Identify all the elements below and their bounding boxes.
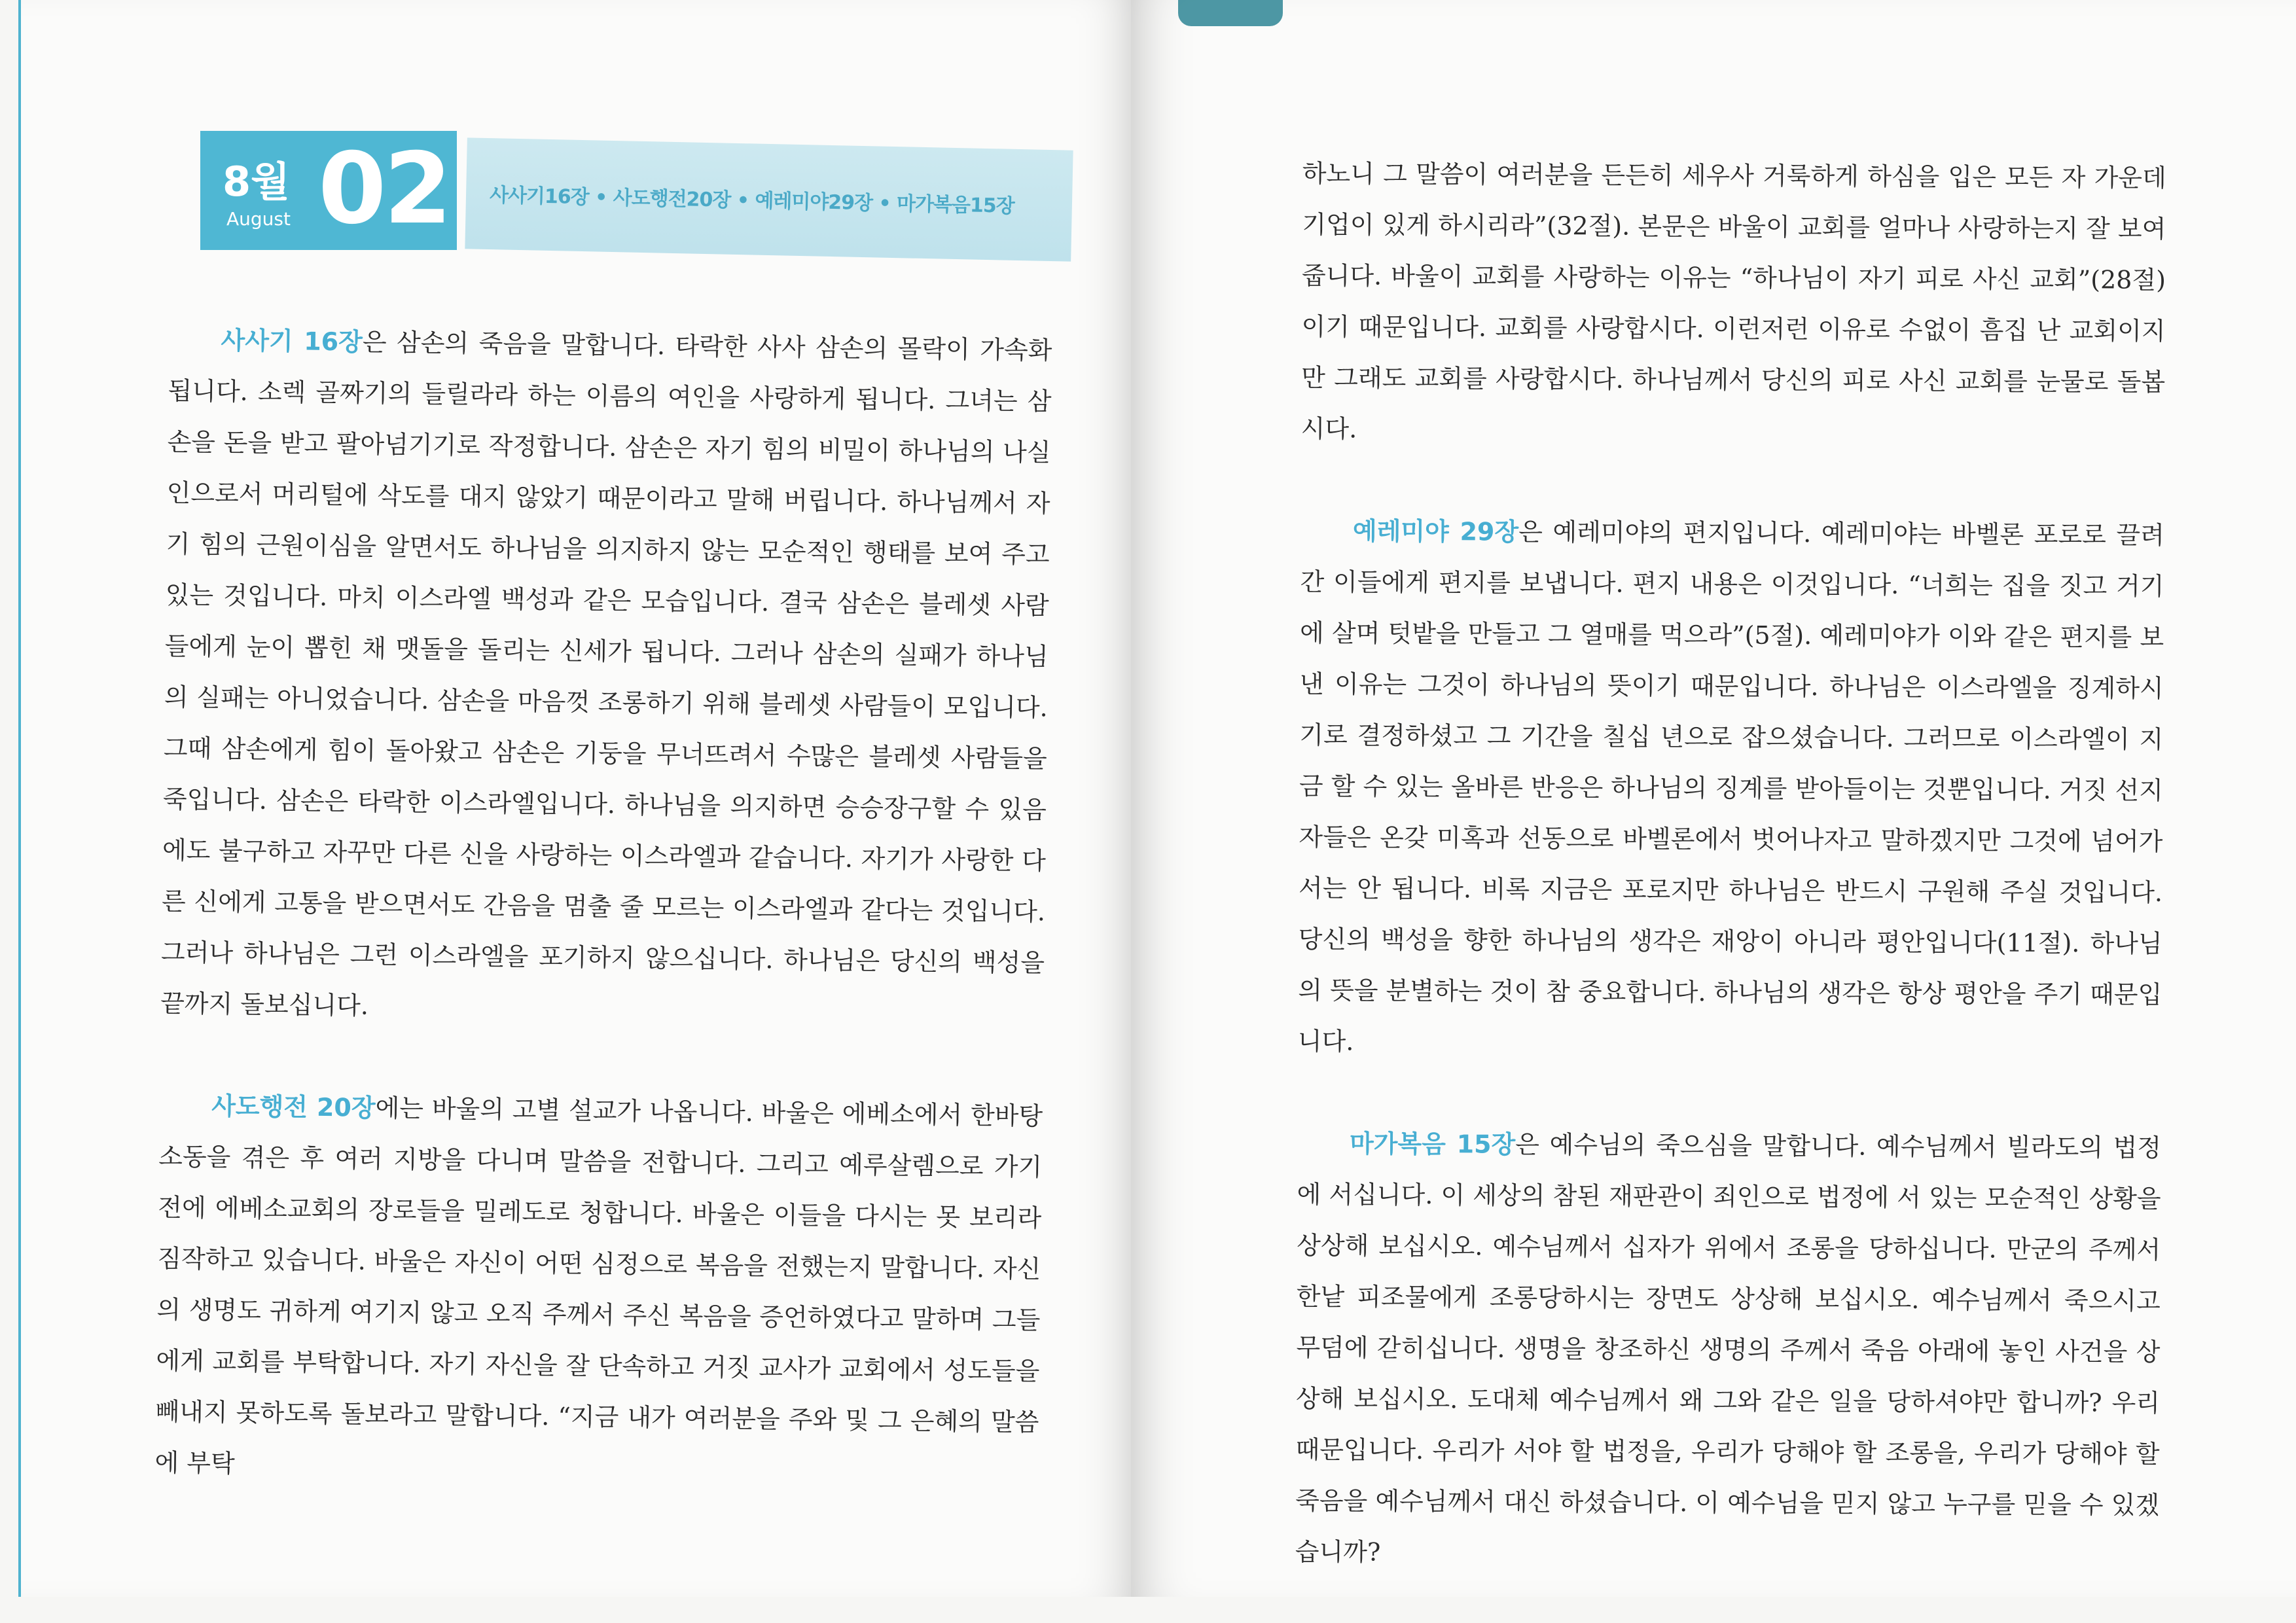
date-block xyxy=(200,131,457,250)
paragraph-judges xyxy=(160,314,1052,1039)
readings-banner xyxy=(465,137,1073,261)
chapter-label: 마가복음 15장 xyxy=(1349,1129,1516,1159)
readings-text: 사사기16장 • 사도행전20장 • 예레미야29장 • 마가복음15장 xyxy=(489,184,1015,218)
month-english: August xyxy=(226,208,291,230)
paragraph-acts-continued: 하노니 그 말씀이 여러분을 든든히 세우사 거룩하게 하심을 입은 모든 자 가운데 기업이 있게 하시리라”(32절). 본문은 바울이 교회를 얼마나 사랑하는지 잘 보여 줍니다. 바울이 교회를 사랑하는 이유는 “하나님이 자기 피로 사신 교회”(28절)이기 때문입니다. 교회를 사랑합시다. 이런저런 이유로 수없이 흠집 난 교회이지만 그래도 교회를 사랑합시다. 하나님께서 당신의 피로 사신 교회를 눈물로 돌봅시다. xyxy=(1300,158,2166,444)
paragraph-acts xyxy=(154,1080,1043,1499)
paragraph-text: 에는 바울의 고별 설교가 나옵니다. 바울은 에베소에서 한바탕 소동을 겪은 후 여러 지방을 다니며 말씀을 전합니다. 그리고 예루살렘으로 가기 전에 에베소교회의 장로들을 밀레도로 청합니다. 바울은 이들을 다시는 못 보리라 짐작하고 있습니다. 바울은 자신이 어떤 심정으로 복음을 전했는지 말합니다. 자신의 생명도 귀하게 여기지 않고 오직 주께서 주신 복음을 증언하였다고 말하며 그들에게 교회를 부탁합니다. 자기 자신을 잘 단속하고 거짓 교사가 교회에서 성도들을 빼내지 못하도록 돌보라고 말합니다. “지금 내가 여러분을 주와 및 그 은혜의 말씀에 부탁 xyxy=(154,1093,1043,1478)
month-label: 8월 xyxy=(223,158,291,205)
right-column xyxy=(1295,148,2166,1582)
paragraph-text: 은 예레미야의 편지입니다. 예레미야는 바벨론 포로로 끌려간 이들에게 편지를 보냅니다. 편지 내용은 이것입니다. “너희는 집을 짓고 거기에 살며 텃밭을 만들고 그 열매를 먹으라”(5절). 예레미야가 이와 같은 편지를 보낸 이유는 그것이 하나님의 뜻이기 때문입니다. 하나님은 이스라엘을 징계하시기로 결정하셨고 그 기간을 칠십 년으로 잡으셨습니다. 그러므로 이스라엘이 지금 할 수 있는 올바른 반응은 하나님의 징계를 받아들이는 것뿐입니다. 거짓 선지자들은 온갖 미혹과 선동으로 바벨론에서 벗어나자고 말하겠지만 그것에 넘어가서는 안 됩니다. 비록 지금은 포로지만 하나님은 반드시 구원해 주실 것입니다. 당신의 백성을 향한 하나님의 생각은 재앙이 아니라 평안입니다(11절). 하나님의 뜻을 분별하는 것이 참 중요합니다. 하나님의 생각은 항상 평안을 주기 때문입니다. xyxy=(1297,517,2165,1056)
paragraph-mark xyxy=(1295,1118,2162,1582)
left-column xyxy=(154,314,1052,1499)
paragraph-text: 은 삼손의 죽음을 말합니다. 타락한 사사 삼손의 몰락이 가속화됩니다. 소렉 골짜기의 들릴라라 하는 이름의 여인을 사랑하게 됩니다. 그녀는 삼손을 돈을 받고 팔아넘기기로 작정합니다. 삼손은 자기 힘의 비밀이 하나님의 나실인으로서 머리털에 삭도를 대지 않았기 때문이라고 말해 버립니다. 하나님께서 자기 힘의 근원이심을 알면서도 하나님을 의지하지 않는 모순적인 행태를 보여 주고 있는 것입니다. 마치 이스라엘 백성과 같은 모습입니다. 결국 삼손은 블레셋 사람들에게 눈이 뽑힌 채 맷돌을 돌리는 신세가 됩니다. 그러나 삼손의 실패가 하나님의 실패는 아니었습니다. 삼손을 마음껏 조롱하기 위해 블레셋 사람들이 모입니다. 그때 삼손에게 힘이 돌아왔고 삼손은 기둥을 무너뜨려서 수많은 블레셋 사람들을 죽입니다. 삼손은 타락한 이스라엘입니다. 하나님을 의지하면 승승장구할 수 있음에도 불구하고 자꾸만 다른 신을 사랑하는 이스라엘과 같습니다. 자기가 사랑한 다른 신에게 고통을 받으면서도 간음을 멈출 줄 모르는 이스라엘과 같다는 것입니다. 그러나 하나님은 그런 이스라엘을 포기하지 않으십니다. 하나님은 당신의 백성을 끝까지 돌보십니다. xyxy=(160,327,1052,1020)
chapter-label: 예레미야 29장 xyxy=(1352,516,1519,546)
ribbon-marker xyxy=(1178,0,1283,26)
paragraph-text: 은 예수님의 죽으심을 말합니다. 예수님께서 빌라도의 법정에 서십니다. 이 세상의 참된 재판관이 죄인으로 법정에 서 있는 모순적인 상황을 상상해 보십시오. 예수님께서 십자가 위에서 조롱을 당하십니다. 만군의 주께서 한낱 피조물에게 조롱당하시는 장면도 상상해 보십시오. 예수님께서 죽으시고 무덤에 갇히십니다. 생명을 창조하신 생명의 주께서 죽음 아래에 놓인 사건을 상상해 보십시오. 도대체 예수님께서 왜 그와 같은 일을 당하셔야만 합니까? 우리 때문입니다. 우리가 서야 할 법정을, 우리가 당해야 할 조롱을, 우리가 당해야 할 죽음을 예수님께서 대신 하셨습니다. 이 예수님을 믿지 않고 누구를 믿을 수 있겠습니까? xyxy=(1295,1130,2162,1567)
chapter-label: 사사기 16장 xyxy=(221,325,363,357)
chapter-label: 사도행전 20장 xyxy=(211,1091,376,1122)
paragraph-jeremiah xyxy=(1298,505,2164,1071)
day-number: 02 xyxy=(318,132,450,246)
